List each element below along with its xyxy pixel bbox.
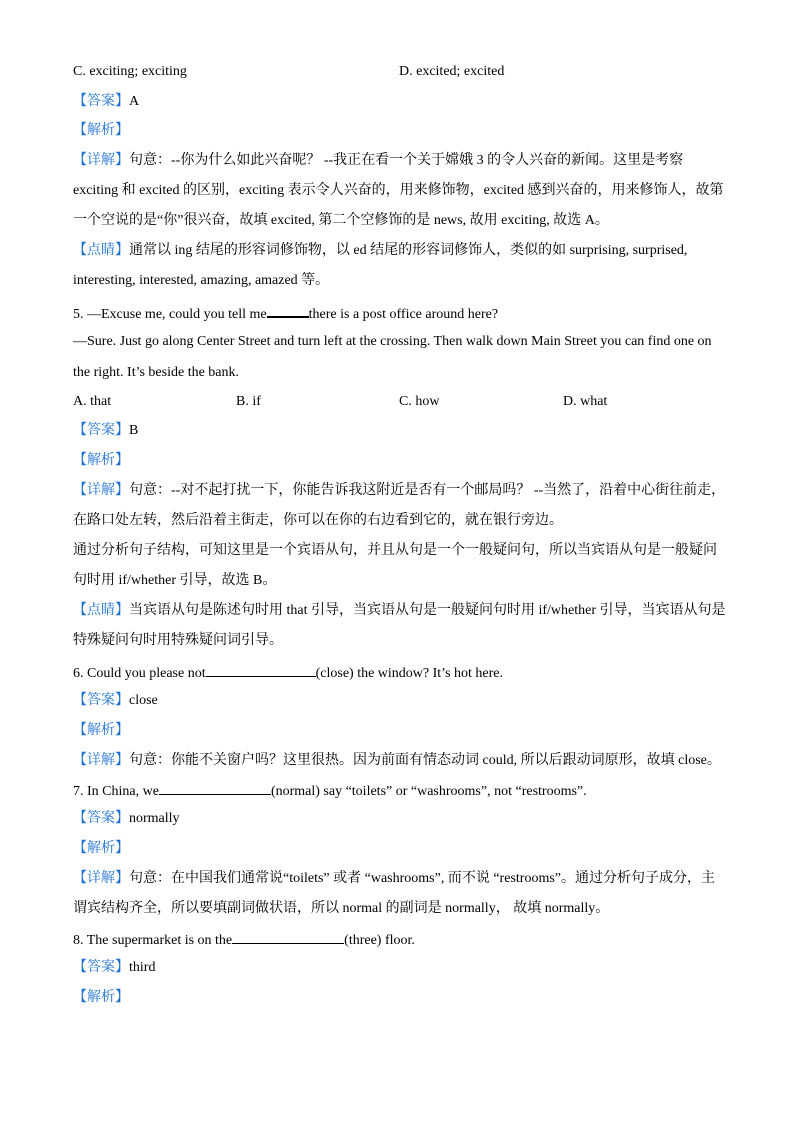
detail-tag: 【详解】 [73,483,129,498]
q5-option-d: D. what [563,394,608,409]
detail-text: 句意：你能不关窗户吗？这里很热。因为前面有情态动词 could, 所以后跟动词原形，故填 close。 [129,753,721,768]
answer-tag: 【答案】 [73,960,129,975]
answer-blank [267,302,309,318]
q6-analysis [73,721,129,741]
q4-option-c: C. exciting; exciting [73,64,187,79]
analysis-tag: 【解析】 [73,990,129,1005]
q7-stem-start: 7. In China, we [73,784,159,799]
q6-stem-start: 6. Could you please not [73,666,206,681]
answer-tag: 【答案】 [73,811,129,826]
q5-dialogue-line: —Sure. Just go along Center Street and turn left at the crossing. Then walk down Main Street you can find one on [73,334,712,349]
q7-detail-line [73,869,715,889]
analysis-tag: 【解析】 [73,723,129,738]
answer-value: third [129,960,156,975]
q7-detail-line: 谓宾结构齐全，所以要填副词做状语，所以 normal 的副词是 normally， 故填 normally。 [73,901,610,916]
detail-tag: 【详解】 [73,871,129,886]
detail-text: 句意：在中国我们通常说“toilets” 或者 “washrooms”, 而不说 “restrooms”。通过分析句子成分，主 [129,871,715,886]
answer-value: B [129,423,139,438]
answer-blank [159,780,271,795]
analysis-tag: 【解析】 [73,453,129,468]
q5-stem [73,302,498,325]
q5-stem-start: 5. —Excuse me, could you tell me [73,307,267,322]
q5-detail-line [73,481,725,501]
detail-tag: 【详解】 [73,753,129,768]
q4-analysis [73,121,129,141]
q7-answer [73,809,180,829]
q5-option-b: B. if [236,394,261,409]
q8-stem-end: (three) floor. [344,933,415,948]
detail-tag: 【详解】 [73,153,129,168]
q5-analysis [73,451,129,471]
detail-text: 句意：--对不起打扰一下，你能告诉我这附近是否有一个邮局吗？ --当然了，沿着中心街往前走， [129,483,726,498]
q6-detail-line [73,751,721,771]
q4-detail-line [73,151,683,171]
q5-option-a: A. that [73,394,112,409]
q7-stem-end: (normal) say “toilets” or “washrooms”, not “restrooms”. [270,784,587,799]
q5-tip-line [73,601,726,621]
q5-stem-end: there is a post office around here? [308,307,499,322]
q6-answer [73,691,158,711]
q5-tip-line: 特殊疑问句时用特殊疑问词引导。 [73,633,283,648]
q8-stem [73,929,415,951]
tip-tag: 【点睛】 [73,603,129,618]
q6-stem [73,662,503,684]
q4-tip-line: interesting, interested, amazing, amazed 等。 [73,273,330,288]
q8-stem-start: 8. The supermarket is on the [73,933,233,948]
q4-detail-line: 一个空说的是“你”很兴奋，故填 excited, 第二个空修饰的是 news, 故用 exciting, 故选 A。 [73,213,609,228]
answer-value: A [129,94,140,109]
answer-tag: 【答案】 [73,423,129,438]
q8-analysis [73,988,129,1008]
q6-stem-end: (close) the window? It’s hot here. [315,666,503,681]
q5-answer [73,421,138,441]
answer-tag: 【答案】 [73,94,129,109]
answer-blank [206,662,316,677]
q4-tip-line [73,241,687,261]
q5-detail-line: 在路口处左转，然后沿着主街走，你可以在你的右边看到它的，就在银行旁边。 [73,513,563,528]
analysis-tag: 【解析】 [73,123,129,138]
tip-text: 当宾语从句是陈述句时用 that 引导，当宾语从句是一般疑问句时用 if/whether 引导，当宾语从句是 [129,603,726,618]
q7-analysis [73,839,129,859]
q8-answer [73,958,155,978]
detail-text: 句意：--你为什么如此兴奋呢？ --我正在看一个关于嫦娥 3 的令人兴奋的新闻。这里是考察 [129,153,684,168]
q5-detail-line: 通过分析句子结构，可知这里是一个宾语从句，并且从句是一个一般疑问句，所以当宾语从句是一般疑问 [73,543,717,558]
tip-tag: 【点睛】 [73,243,129,258]
answer-blank [232,929,344,944]
analysis-tag: 【解析】 [73,841,129,856]
tip-text: 通常以 ing 结尾的形容词修饰物，以 ed 结尾的形容词修饰人，类似的如 surprising, surprised, [129,243,688,258]
answer-value: close [129,693,158,708]
q4-detail-line: exciting 和 excited 的区别，exciting 表示令人兴奋的，用来修饰物，excited 感到兴奋的，用来修饰人，故第 [73,183,724,198]
q4-answer [73,92,139,112]
answer-value: normally [129,811,180,826]
q4-option-d: D. excited; excited [399,64,505,79]
q7-stem [73,780,587,802]
q5-dialogue-line: the right. It’s beside the bank. [73,365,240,380]
q5-option-c: C. how [399,394,440,409]
q5-detail-line: 句时用 if/whether 引导，故选 B。 [73,573,277,588]
answer-tag: 【答案】 [73,693,129,708]
